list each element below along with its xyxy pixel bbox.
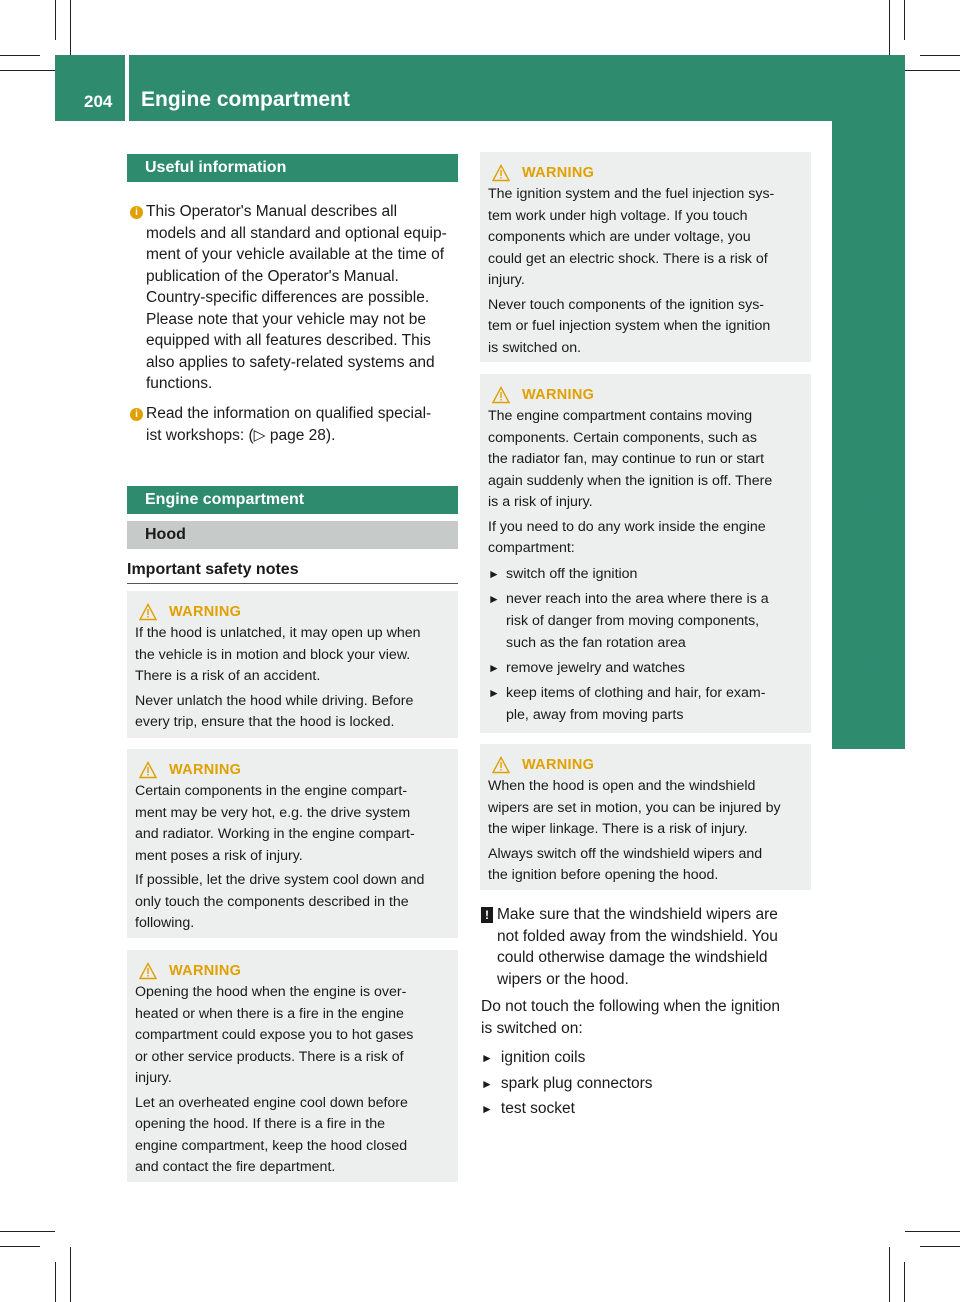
warning-triangle-icon (492, 756, 510, 774)
info-icon: i (130, 206, 143, 219)
body-paragraph: Do not touch the following when the ignition is switched on: (481, 998, 781, 1037)
chapter-label: Maintenance and care (854, 474, 877, 694)
list-item: ► switch off the ignition (488, 565, 638, 582)
crop-mark (55, 0, 56, 40)
warning-triangle-icon (139, 962, 157, 980)
crop-mark (70, 0, 71, 55)
crop-mark (904, 0, 905, 40)
page-reference-link[interactable]: ist workshops: (▷ page 28). (146, 426, 336, 444)
info-paragraph-1: This Operator's Manual describes all models and all standard and optional equip- ment of your vehicle available at the time of publication of the Operator's Manual. Country-specific differences are possible. Please note that your vehicle may not be equipped with all features described. This also applies to safety-related systems and functions. (146, 203, 447, 392)
heading-rule (127, 583, 458, 584)
safety-notes-heading: Important safety notes (127, 561, 299, 578)
warning-box: WARNING Opening the hood when the engine is over- heated or when there is a fire in the engine compartment could expose you to hot gases or other service products. There is a risk of injury. Let an overheated engine cool down before opening the hood. If there is a fire in the engine compartment, keep the hood closed and contact the fire department. (127, 950, 458, 1182)
warning-title: WARNING (169, 762, 242, 778)
list-item: ► ignition coils (481, 1049, 586, 1066)
crop-mark (920, 1246, 960, 1247)
warning-title: WARNING (522, 387, 595, 403)
hood-heading: Hood (127, 521, 458, 549)
warning-triangle-icon (492, 386, 510, 404)
crop-mark (905, 70, 960, 71)
warning-box: WARNING The ignition system and the fuel injection sys- tem work under high voltage. If you touch components which are under voltage, you could get an electric shock. There is a risk of injury. Never touch components of the ignition sys- tem or fuel injection system when the ignition is switched on. (480, 152, 811, 362)
list-item: ► spark plug connectors (481, 1075, 653, 1092)
crop-mark (920, 55, 960, 56)
warning-triangle-icon (492, 164, 510, 182)
warning-box: WARNING The engine compartment contains moving components. Certain components, such as the radiator fan, may continue to run or start again suddenly when the ignition is off. There is a risk of injury. If you need to do any work inside the engine compartment: ► switch off the ignition ► never reach into the area where there is a risk of danger from moving components, such as the fan rotation area ► remove jewelry and watches ► keep items of clothing and hair, for exam- ple, away from moving parts (480, 374, 811, 733)
useful-info-heading: Useful information (127, 154, 458, 182)
crop-mark (904, 1262, 905, 1302)
warning-title: WARNING (169, 604, 242, 620)
warning-triangle-icon (139, 761, 157, 779)
warning-title: WARNING (169, 963, 242, 979)
crop-mark (70, 1247, 71, 1302)
caution-note-icon: ! (481, 907, 493, 923)
warning-box: WARNING Certain components in the engine compart- ment may be very hot, e.g. the drive system and radiator. Working in the engine compart- ment poses a risk of injury. If possible, let the drive system cool down and only touch the components described in the following. (127, 749, 458, 938)
crop-mark (905, 1231, 960, 1232)
info-icon: i (130, 408, 143, 421)
warning-box: WARNING When the hood is open and the windshield wipers are set in motion, you can be injured by the wiper linkage. There is a risk of injury. Always switch off the windshield wipers and the ignition before opening the hood. (480, 744, 811, 890)
list-item: ► keep items of clothing and hair, for exam- (488, 684, 766, 701)
info-paragraph-2: Read the information on qualified special- ist workshops: (▷ page 28). (146, 403, 431, 446)
list-item: ► test socket (481, 1100, 575, 1117)
crop-mark (0, 1246, 40, 1247)
list-item: ► remove jewelry and watches (488, 659, 685, 676)
header-divider (125, 55, 129, 121)
warning-title: WARNING (522, 165, 595, 181)
crop-mark (0, 70, 55, 71)
crop-mark (0, 1231, 55, 1232)
page-number: 204 (84, 92, 113, 111)
list-item: ► never reach into the area where there is a (488, 590, 769, 607)
engine-compartment-heading: Engine compartment (127, 486, 458, 514)
warning-box: WARNING If the hood is unlatched, it may open up when the vehicle is in motion and block your view. There is a risk of an accident. Never unlatch the hood while driving. Before every trip, ensure that the hood is locked. (127, 591, 458, 738)
warning-title: WARNING (522, 757, 595, 773)
crop-mark (889, 1247, 890, 1302)
crop-mark (889, 0, 890, 55)
warning-triangle-icon (139, 603, 157, 621)
caution-note: Make sure that the windshield wipers are not folded away from the windshield. You could otherwise damage the windshield wipers or the hood. (497, 906, 778, 988)
crop-mark (55, 1262, 56, 1302)
crop-mark (0, 55, 40, 56)
page-title: Engine compartment (141, 88, 350, 111)
